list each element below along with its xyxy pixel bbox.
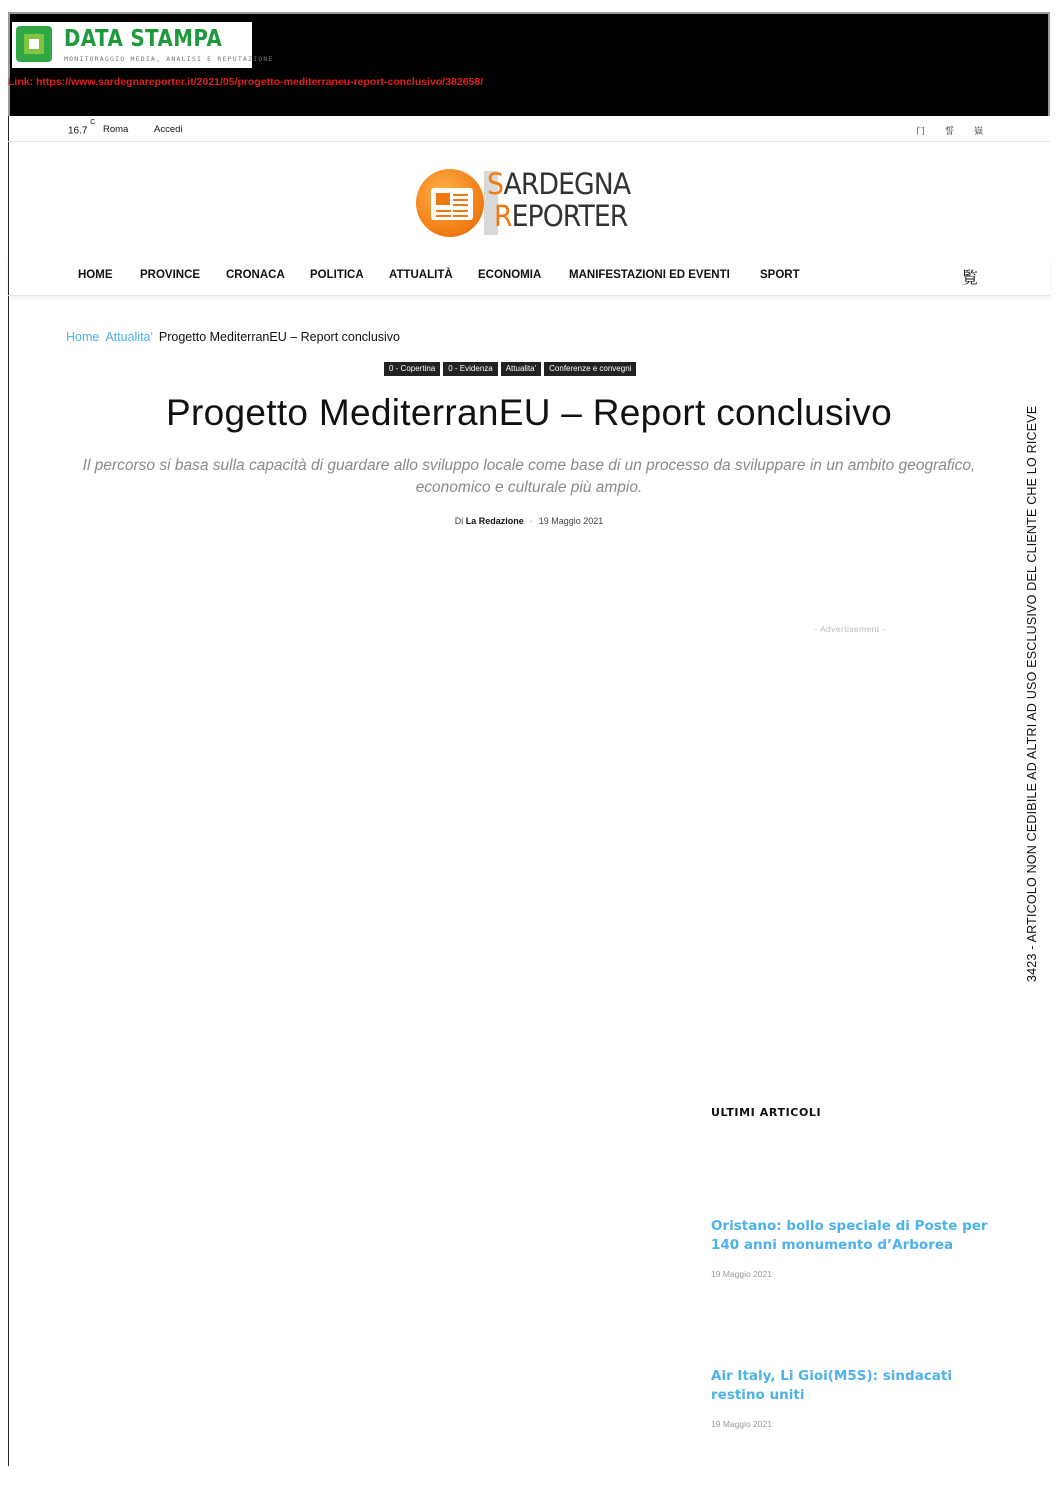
tag-copertina[interactable]: 0 - Copertina [384,362,440,376]
byline-prefix: Di [454,516,464,526]
nav-item-politica[interactable]: POLITICA [310,269,364,281]
tag-evidenza[interactable]: 0 - Evidenza [443,362,497,376]
site-logo-line-1: SARDEGNA [487,167,631,201]
top-bar [8,116,1050,142]
breadcrumb-section[interactable]: Attualita' [105,330,153,344]
nav-item-attualita[interactable]: ATTUALITÀ [389,269,453,281]
nav-item-home[interactable]: HOME [78,269,113,281]
article-byline: Di La Redazione - 19 Maggio 2021 [454,516,604,526]
nav-item-economia[interactable]: ECONOMIA [478,269,542,281]
site-logo[interactable] [414,166,646,240]
advertisement-label: - Advertisement - [814,624,886,634]
latest-articles-heading: ULTIMI ARTICOLI [711,1106,822,1119]
usage-notice: 3423 - ARTICOLO NON CEDIBILE AD ALTRI AD USO ESCLUSIVO DEL CLIENTE CHE LO RICEVE [1025,405,1039,982]
latest-article-date: 19 Maggio 2021 [711,1419,772,1429]
social-icon-instagram[interactable]: 誓 [945,126,955,136]
breadcrumb [66,330,400,344]
social-icon-twitter[interactable]: 嶽 [974,126,984,136]
article-date: 19 Maggio 2021 [538,516,604,526]
article-title: Progetto MediterranEU – Report conclusivo [166,392,892,433]
breadcrumb-home[interactable]: Home [66,330,100,344]
latest-article-date: 19 Maggio 2021 [711,1269,772,1279]
data-stampa-name: DATA STAMPA [64,26,223,52]
category-tags [384,362,639,376]
login-link[interactable]: Accedi [154,124,183,135]
data-stampa-logo-icon [16,26,52,62]
tag-attualita[interactable]: Attualita' [501,362,541,376]
article-subtitle: Il percorso si basa sulla capacità di guardare allo sviluppo locale come base di un processo da sviluppare in un ambito geografico, economico e culturale più ampio. [82,457,976,496]
weather-city: Roma [103,124,129,135]
data-stampa-logo [12,22,274,68]
search-icon[interactable]: 覧 [962,270,979,287]
latest-article-title[interactable]: Oristano: bollo speciale di Poste per 140 anni monumento d’Arborea [711,1218,988,1253]
nav-item-province[interactable]: PROVINCE [140,269,201,281]
article-author[interactable]: La Redazione [465,516,524,526]
site-logo-line-2: REPORTER [494,199,628,233]
nav-item-manifestazioni[interactable]: MANIFESTAZIONI ED EVENTI [569,269,730,281]
main-navigation [8,256,1050,296]
tag-conferenze[interactable]: Conferenze e convegni [544,362,636,376]
newspaper-icon [416,169,484,237]
social-icon-facebook[interactable]: 门 [916,126,926,136]
nav-item-cronaca[interactable]: CRONACA [226,269,285,281]
nav-item-sport[interactable]: SPORT [760,269,800,281]
breadcrumb-current: Progetto MediterranEU – Report conclusivo [158,330,400,344]
weather-temperature: 16.7 $^C$ [68,119,96,137]
source-link[interactable]: Link: https://www.sardegnareporter.it/2021/05/progetto-mediterraneu-report-conclusivo/382658/ [8,76,484,88]
data-stampa-tagline: MONITORAGGIO MEDIA, ANALISI E REPUTAZIONE [64,55,274,63]
page-frame [8,116,1050,1466]
latest-article-title[interactable]: Air Italy, Li Gioi(M5S): sindacati restino uniti [711,1368,952,1403]
